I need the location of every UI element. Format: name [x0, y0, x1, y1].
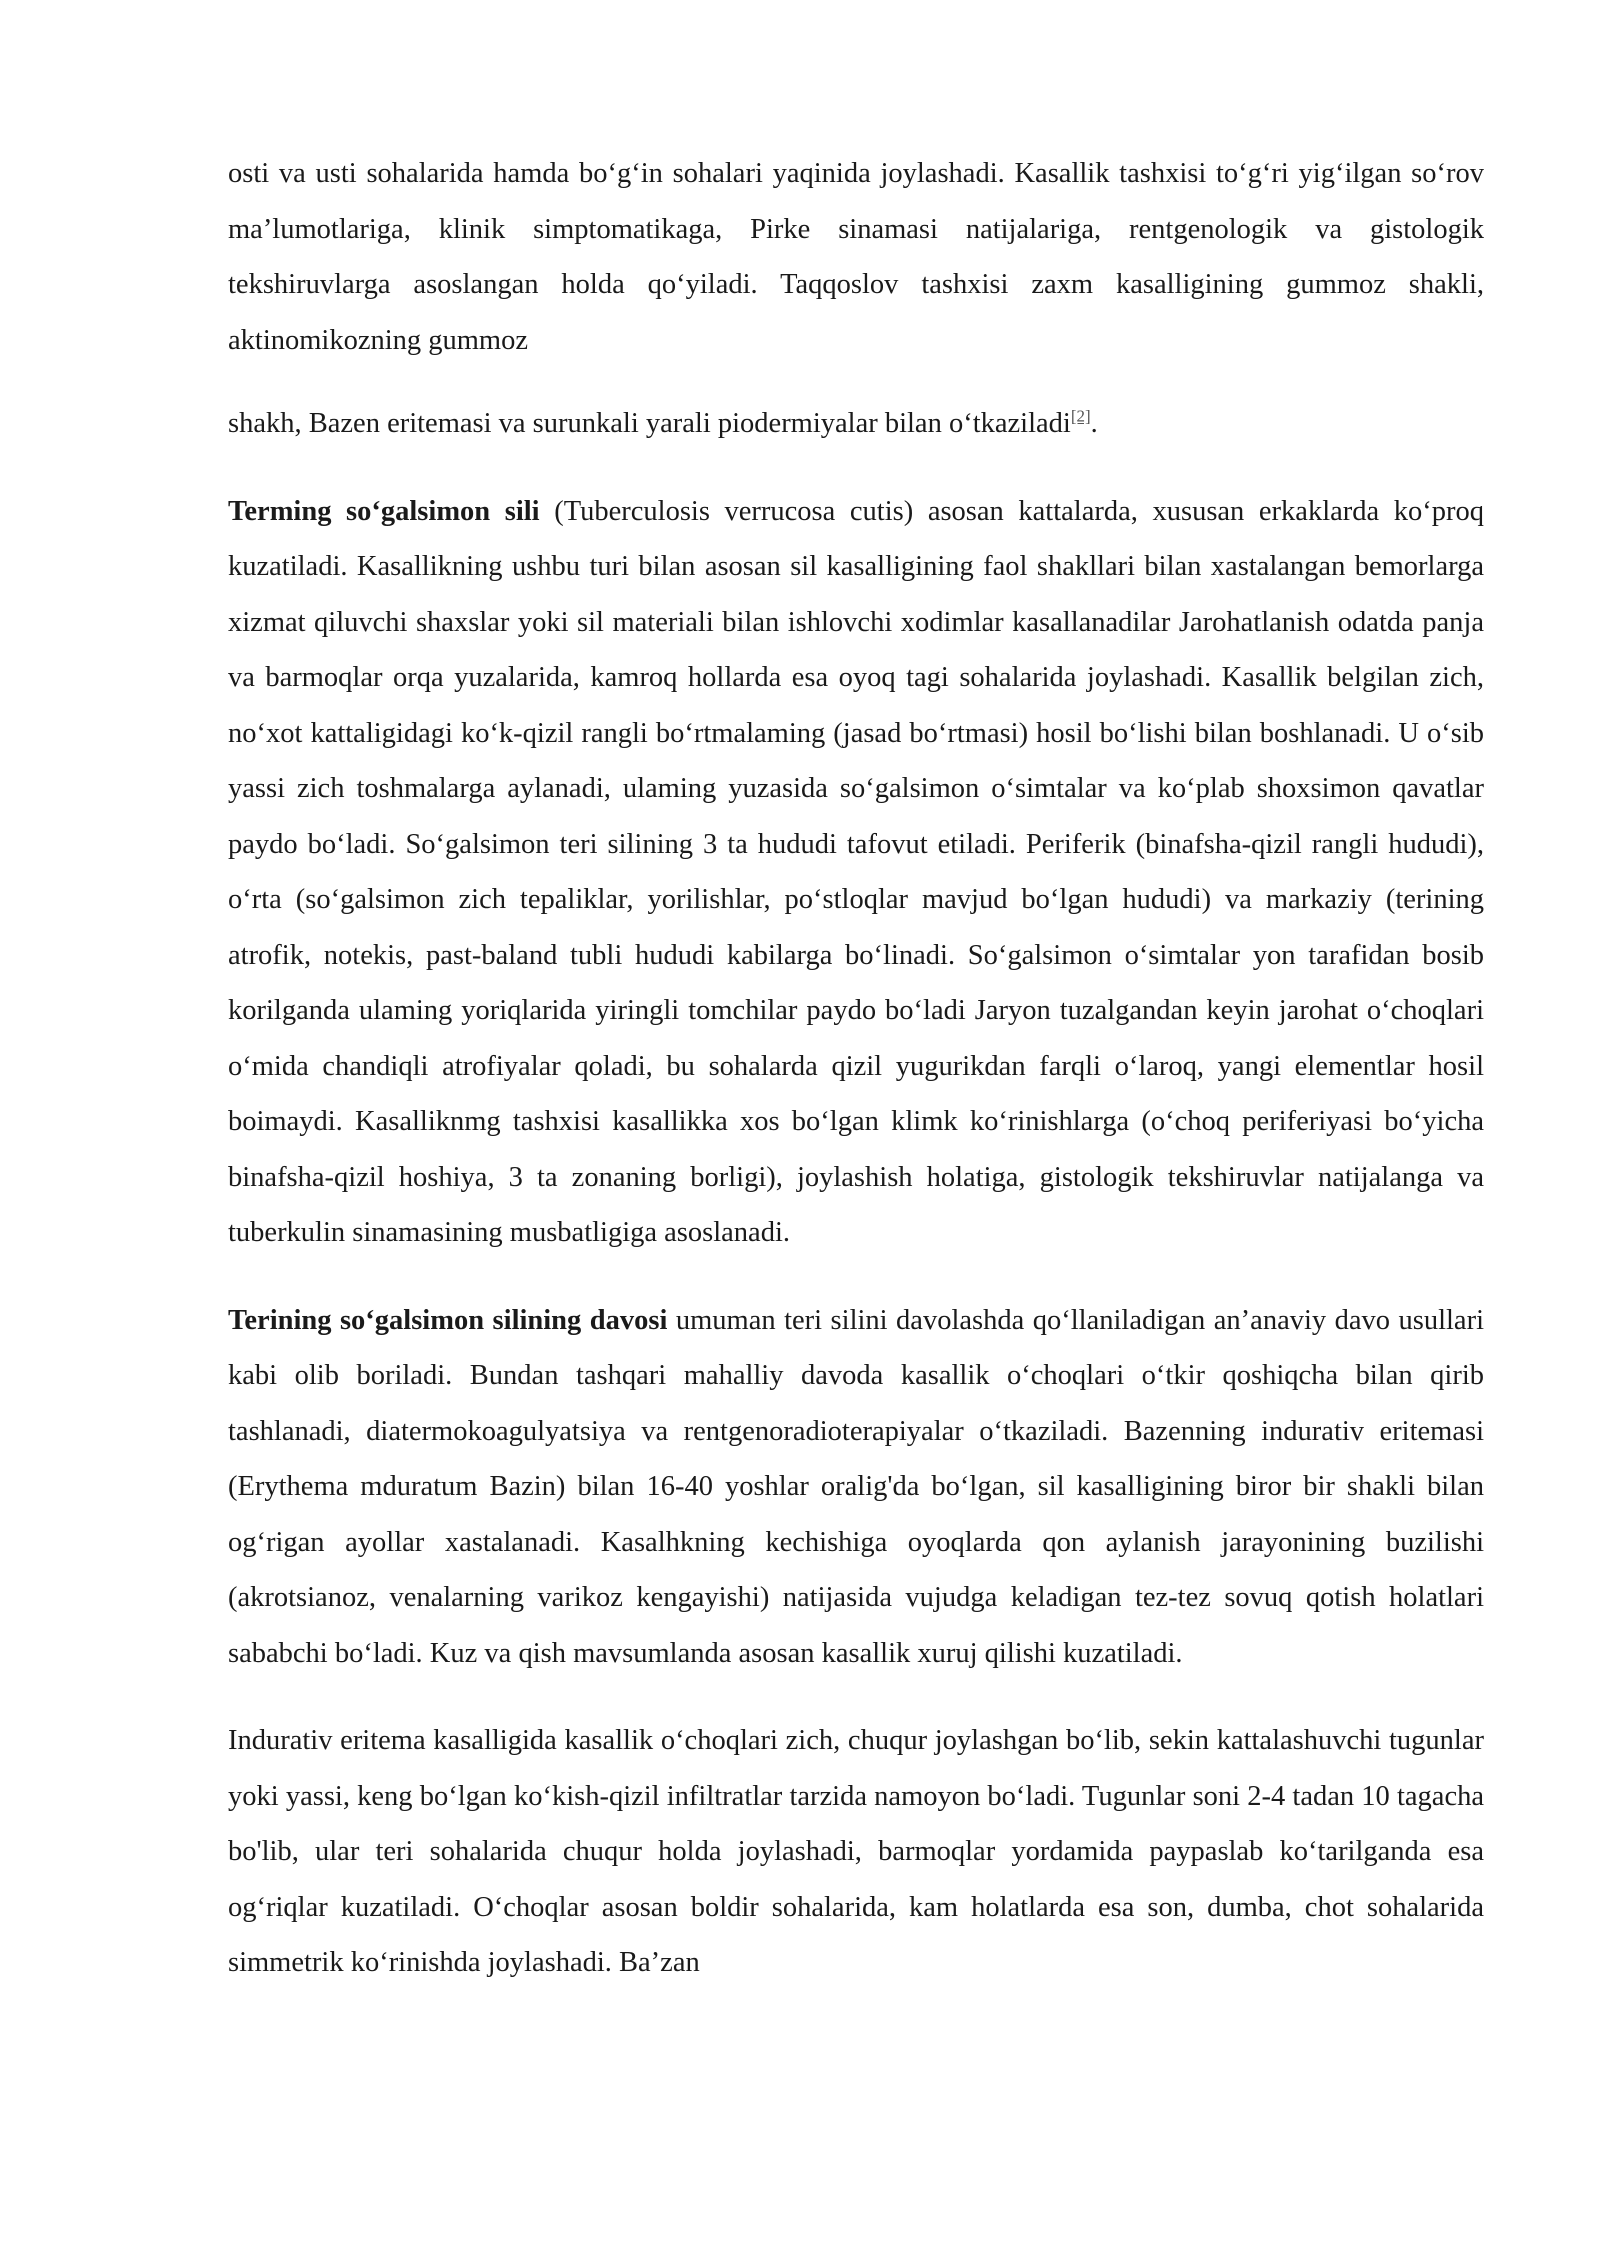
paragraph-4-heading: Terining so‘galsimon silining davosi [228, 1304, 668, 1336]
paragraph-3-text: (Tuberculosis verrucosa cutis) asosan kattalarda, xususan erkaklarda ko‘proq kuzatiladi. Kasallikning ushbu turi bilan asosan sil kasalligining faol shakllari bilan xastalangan bemorlarga xizmat qiluvchi shaxslar yoki sil materiali bilan ishlovchi xodimlar kasallanadilar Jarohatlanish odatda panja va barmoqlar orqa yuzalarida, kamroq hollarda esa oyoq tagi sohalarida joylashadi. Kasallik belgilan zich, no‘xot kattaligidagi ko‘k-qizil rangli bo‘rtmalaming (jasad bo‘rtmasi) hosil bo‘lishi bilan boshlanadi. U o‘sib yassi zich toshmalarga aylanadi, ulaming yuzasida so‘galsimon o‘simtalar va ko‘plab shoxsimon qavatlar paydo bo‘ladi. So‘galsimon teri silining 3 ta hududi tafovut etiladi. Periferik (binafsha-qizil rangli hududi), o‘rta (so‘galsimon zich tepaliklar, yorilishlar, po‘stloqlar mavjud bo‘lgan hududi) va markaziy (terining atrofik, notekis, past-baland tubli hududi kabilarga bo‘linadi. So‘galsimon o‘simtalar yon tarafidan bosib korilganda ulaming yoriqlarida yiringli tomchilar paydo bo‘ladi Jaryon tuzalgandan keyin jarohat o‘choqlari o‘mida chandiqli atrofiyalar qoladi, bu sohalarda qizil yugurikdan farqli o‘laroq, yangi elementlar hosil boimaydi. Kasalliknmg tashxisi kasallikka xos bo‘lgan klimk ko‘rinishlarga (o‘choq periferiyasi bo‘yicha binafsha-qizil hoshiya, 3 ta zonaning borligi), joylashish holatiga, gistologik tekshiruvlar natijalanga va tuberkulin sinamasining musbatligiga asoslanadi. [228, 495, 1484, 1248]
paragraph-3-heading: Terming so‘galsimon sili [228, 495, 540, 527]
paragraph-3 [228, 484, 1484, 1261]
document-page [228, 146, 1484, 1991]
paragraph-5: Indurativ eritema kasalligida kasallik o‘choqlari zich, chuqur joylashgan bo‘lib, sekin kattalashuvchi tugunlar yoki yassi, keng bo‘lgan ko‘kish-qizil infiltratlar tarzida namoyon bo‘ladi. Tugunlar soni 2-4 tadan 10 tagacha bo'lib, ular teri sohalarida chuqur holda joylashadi, barmoqlar yordamida paypaslab ko‘tarilganda esa og‘riqlar kuzatiladi. O‘choqlar asosan boldir sohalarida, kam holatlarda esa son, dumba, chot sohalarida simmetrik ko‘rinishda joylashadi. Ba’zan [228, 1725, 1484, 1978]
paragraph-2-text: shakh, Bazen eritemasi va surunkali yarali piodermiyalar bilan o‘tkaziladi [228, 408, 1071, 439]
paragraph-2 [228, 396, 1484, 452]
paragraph-4 [228, 1293, 1484, 1682]
footnote-reference-link[interactable]: [2] [1070, 406, 1091, 426]
paragraph-2-end: . [1090, 408, 1098, 439]
paragraph-1: osti va usti sohalarida hamda bo‘g‘in sohalari yaqinida joylashadi. Kasallik tashxisi to‘g‘ri yig‘ilgan so‘rov ma’lumotlariga, klinik simptomatikaga, Pirke sinamasi natijalariga, rentgenologik va gistologik tekshiruvlarga asoslangan holda qo‘yiladi. Taqqoslov tashxisi zaxm kasalligining gummoz shakli, aktinomikozning gummoz [228, 158, 1484, 356]
paragraph-4-text: umuman teri silini davolashda qo‘llaniladigan an’anaviy davo usullari kabi olib boriladi. Bundan tashqari mahalliy davoda kasallik o‘choqlari o‘tkir qoshiqcha bilan qirib tashlanadi, diatermokoagulyatsiya va rentgenoradioterapiyalar o‘tkaziladi. Bazenning indurativ eritemasi (Erythema mduratum Bazin) bilan 16-40 yoshlar oralig'da bo‘lgan, sil kasalligining biror bir shakli bilan og‘rigan ayollar xastalanadi. Kasalhkning kechishiga oyoqlarda qon aylanish jarayonining buzilishi (akrotsianoz, venalarning varikoz kengayishi) natijasida vujudga keladigan tez-tez sovuq qotish holatlari sababchi bo‘ladi. Kuz va qish mavsumlanda asosan kasallik xuruj qilishi kuzatiladi. [228, 1304, 1484, 1669]
